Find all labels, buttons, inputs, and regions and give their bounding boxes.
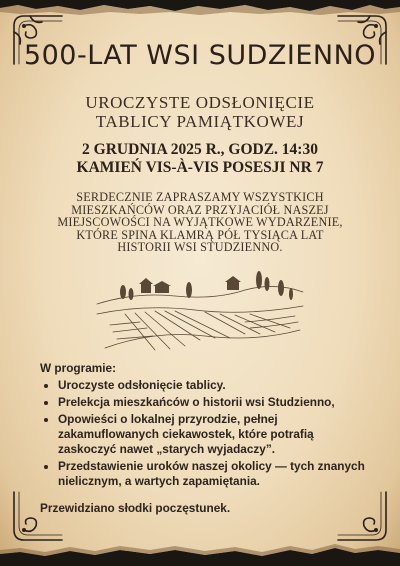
poster-title: 500-LAT WSI SUDZIENNO xyxy=(23,40,377,71)
invitation-line: SERDECZNIE ZAPRASZAMY WSZYSTKICH xyxy=(76,190,324,204)
event-place: KAMIEŃ VIS-À-VIS POSESJI NR 7 xyxy=(76,159,324,176)
program-heading: W programie: xyxy=(40,361,117,375)
subtitle-line: TABLICY PAMIĄTKOWEJ xyxy=(95,112,305,131)
program-section xyxy=(40,361,370,491)
event-details xyxy=(0,141,400,177)
flourish-corner-icon xyxy=(334,488,390,544)
invitation-line: KTÓRE SPINA KLAMRĄ PÓŁ TYSIĄCA LAT xyxy=(76,227,324,242)
closing-note: Przewidziano słodki poczęstunek. xyxy=(40,501,231,515)
list-item: • Opowieści o lokalnej przyrodzie, pełnej zakamuflowanych ciekawostek, które potrafią zaskoczyć nawet „starych wyjadaczy”. xyxy=(58,412,370,457)
invitation-line: HISTORII WSI STUDZIENNO. xyxy=(117,240,283,254)
vineyard-landscape-icon xyxy=(95,270,305,354)
invitation-text xyxy=(40,191,360,254)
event-date: 2 GRUDNIA 2025 R., GODZ. 14:30 xyxy=(82,141,318,158)
invitation-line: MIEJSCOWOŚCI NA WYJĄTKOWE WYDARZENIE, xyxy=(57,215,343,229)
program-list xyxy=(40,378,370,489)
burnt-edge-bottom xyxy=(0,538,400,566)
list-item: • Przedstawienie uroków naszej okolicy — tych znanych nielicznym, a wartych zapamiętania. xyxy=(58,459,370,489)
flourish-corner-icon xyxy=(10,488,66,544)
invitation-line: MIESZKAŃCÓW ORAZ PRZYJACIÓŁ NASZEJ xyxy=(71,202,329,217)
list-item: • Uroczyste odsłonięcie tablicy. xyxy=(58,378,370,393)
subtitle-line: UROCZYSTE ODSŁONIĘCIE xyxy=(85,93,315,112)
list-item: • Prelekcja mieszkańców o historii wsi Studzienno, xyxy=(58,395,370,410)
poster-subtitle xyxy=(0,93,400,131)
